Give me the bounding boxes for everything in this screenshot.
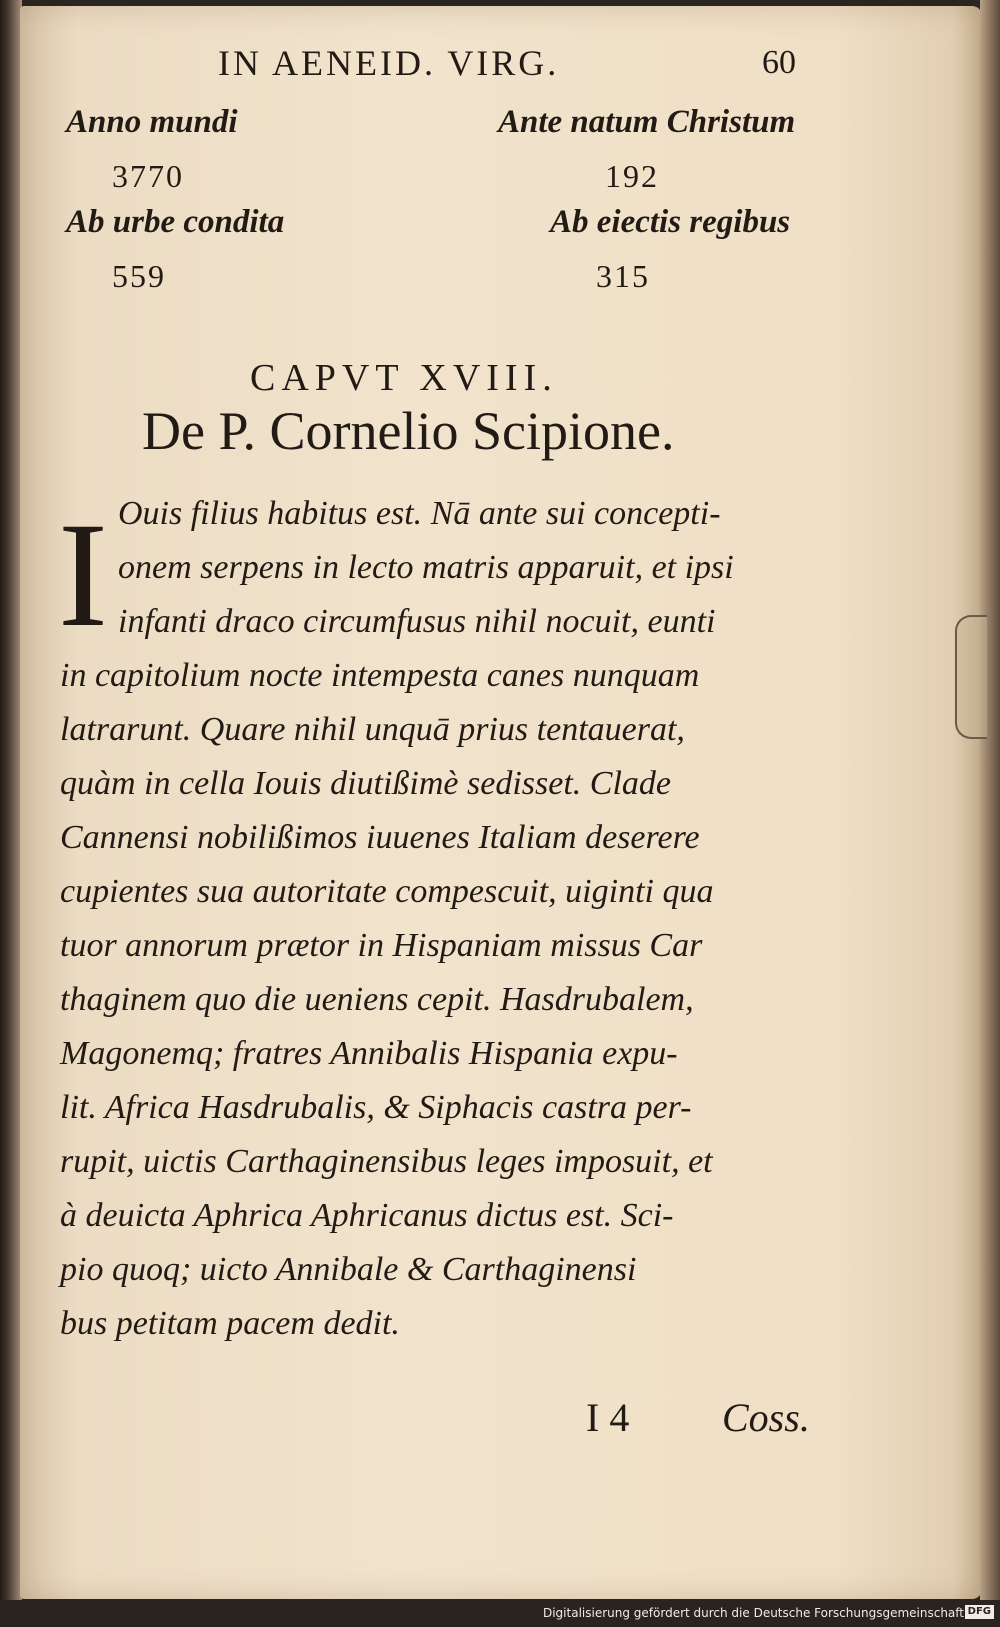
- chapter-number: CAPVT XVIII.: [250, 357, 558, 399]
- anno-mundi-value: 3770: [112, 158, 184, 194]
- anno-mundi-label: Anno mundi: [66, 104, 238, 140]
- funding-notice: Digitalisierung gefördert durch die Deutsche Forschungsgemeinschaft: [542, 1606, 964, 1620]
- chapter-title: De P. Cornelio Scipione.: [142, 401, 675, 461]
- body-line: Ouis filius habitus est. Nā ante sui concepti-: [118, 495, 721, 532]
- body-line: tuor annorum prætor in Hispaniam missus Car: [60, 927, 703, 964]
- body-line: in capitolium nocte intempesta canes nunquam: [60, 657, 700, 694]
- body-line: latrarunt. Quare nihil unquā prius tentauerat,: [60, 711, 685, 748]
- ab-urbe-value: 559: [112, 258, 166, 294]
- body-line: à deuicta Aphrica Aphricanus dictus est. Sci-: [60, 1197, 674, 1234]
- page-edge: [980, 0, 1000, 1600]
- page-clip: [955, 615, 987, 739]
- body-line: infanti draco circumfusus nihil nocuit, eunti: [118, 603, 716, 640]
- ab-eiectis-value: 315: [596, 258, 650, 294]
- ab-urbe-label: Ab urbe condita: [66, 204, 285, 240]
- folio-number: 60: [762, 44, 796, 81]
- body-line: cupientes sua autoritate compescuit, uiginti qua: [60, 873, 714, 910]
- binding-edge: [0, 0, 22, 1627]
- drop-initial: I: [58, 492, 108, 658]
- dfg-logo: DFG: [965, 1605, 994, 1619]
- body-line: Magonemq; fratres Annibalis Hispania expu-: [60, 1035, 678, 1072]
- body-line: quàm in cella Iouis diutißimè sedisset. Clade: [60, 765, 671, 802]
- ante-christum-label: Ante natum Christum: [498, 104, 796, 140]
- body-line: thaginem quo die ueniens cepit. Hasdrubalem,: [60, 981, 694, 1018]
- body-line: rupit, uictis Carthaginensibus leges imposuit, et: [60, 1143, 713, 1180]
- signature-mark: I 4: [586, 1395, 630, 1440]
- body-line: Cannensi nobilißimos iuuenes Italiam deserere: [60, 819, 700, 856]
- body-line: lit. Africa Hasdrubalis, & Siphacis castra per-: [60, 1089, 692, 1126]
- body-line: onem serpens in lecto matris apparuit, et ipsi: [118, 549, 734, 586]
- body-line: bus petitam pacem dedit.: [60, 1305, 400, 1342]
- body-line: pio quoq; uicto Annibale & Carthaginensi: [60, 1251, 637, 1288]
- ante-christum-value: 192: [605, 158, 659, 194]
- catchword: Coss.: [722, 1395, 810, 1440]
- ab-eiectis-label: Ab eiectis regibus: [550, 204, 791, 240]
- running-head: IN AENEID. VIRG.: [218, 43, 560, 83]
